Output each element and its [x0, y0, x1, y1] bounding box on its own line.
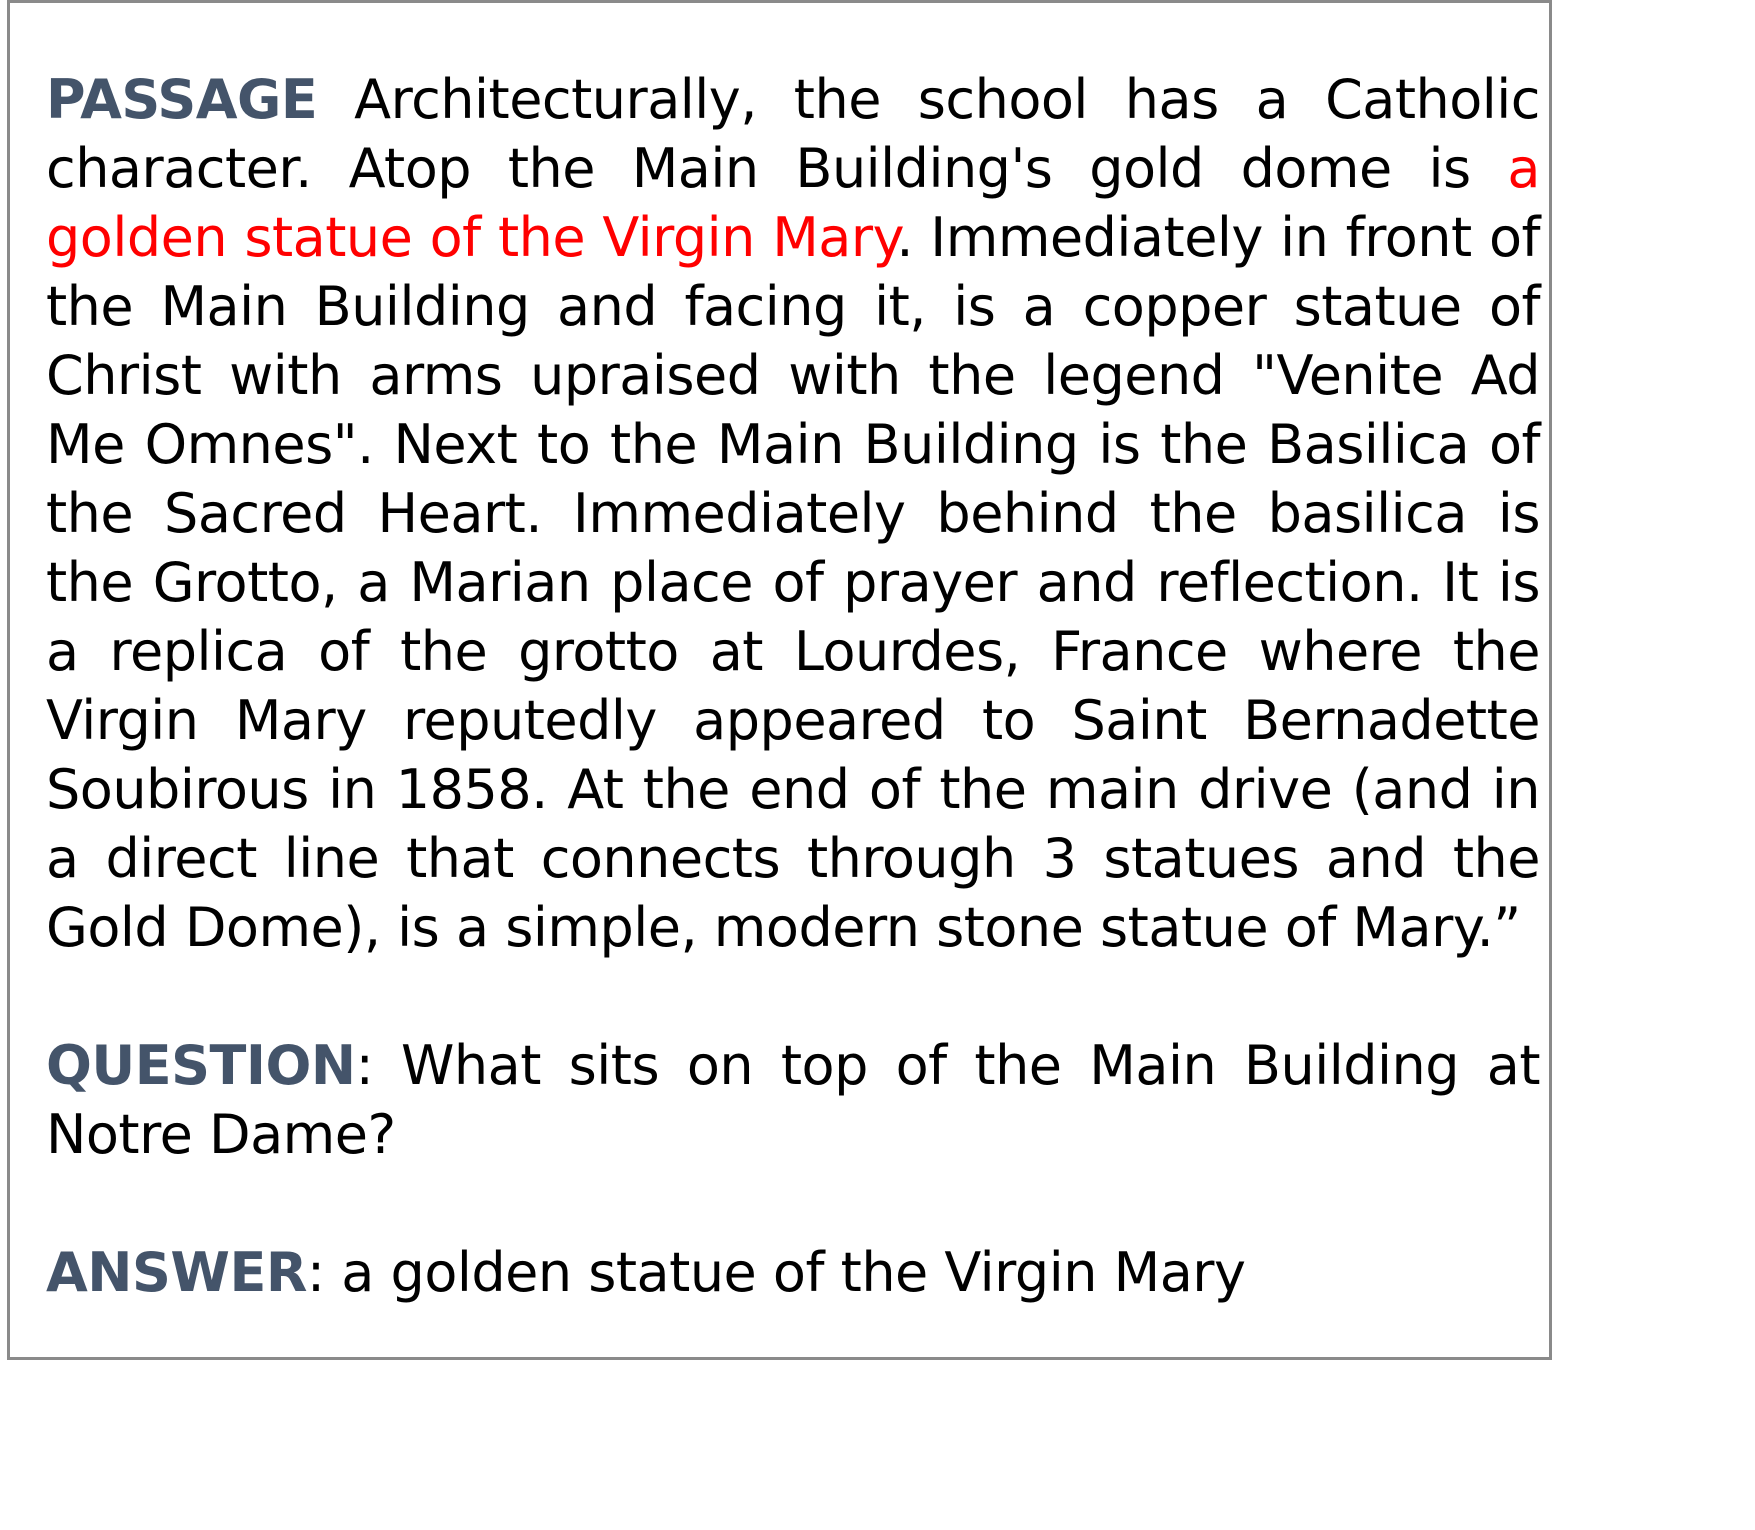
passage-text-after: . Immediately in front of the Main Building and facing it, is a copper statue of Christ with arms upraised with the legend "Venite Ad Me Omnes". Next to the Main Building is the Basilica of the Sacred Heart. Immediately behind the basilica is the Grotto, a Marian place of prayer and reflection. It is a replica of the grotto at Lourdes, France where the Virgin Mary reputedly appeared to Saint Bernadette Soubirous in 1858. At the end of the main drive (and in a direct line that connects through 3 statues and the Gold Dome), is a simple, modern stone statue of Mary.”	[46, 206, 1540, 959]
passage-text-before: Architecturally, the school has a Catholic character. Atop the Main Building's gold dome is	[46, 68, 1540, 200]
passage-highlight: a golden statue of the Virgin Mary	[46, 137, 1540, 269]
document-content	[46, 65, 1540, 1307]
question-paragraph	[46, 1031, 1540, 1169]
answer-separator: :	[306, 1241, 342, 1304]
question-text: What sits on top of the Main Building at Notre Dame?	[46, 1034, 1541, 1166]
question-separator: :	[355, 1034, 402, 1097]
answer-label: ANSWER	[46, 1241, 307, 1304]
answer-paragraph	[46, 1238, 1540, 1307]
question-label: QUESTION	[46, 1034, 356, 1097]
answer-text: a golden statue of the Virgin Mary	[341, 1241, 1246, 1304]
document-frame	[7, 0, 1552, 1360]
passage-paragraph	[46, 65, 1540, 962]
passage-label: PASSAGE	[46, 68, 318, 131]
